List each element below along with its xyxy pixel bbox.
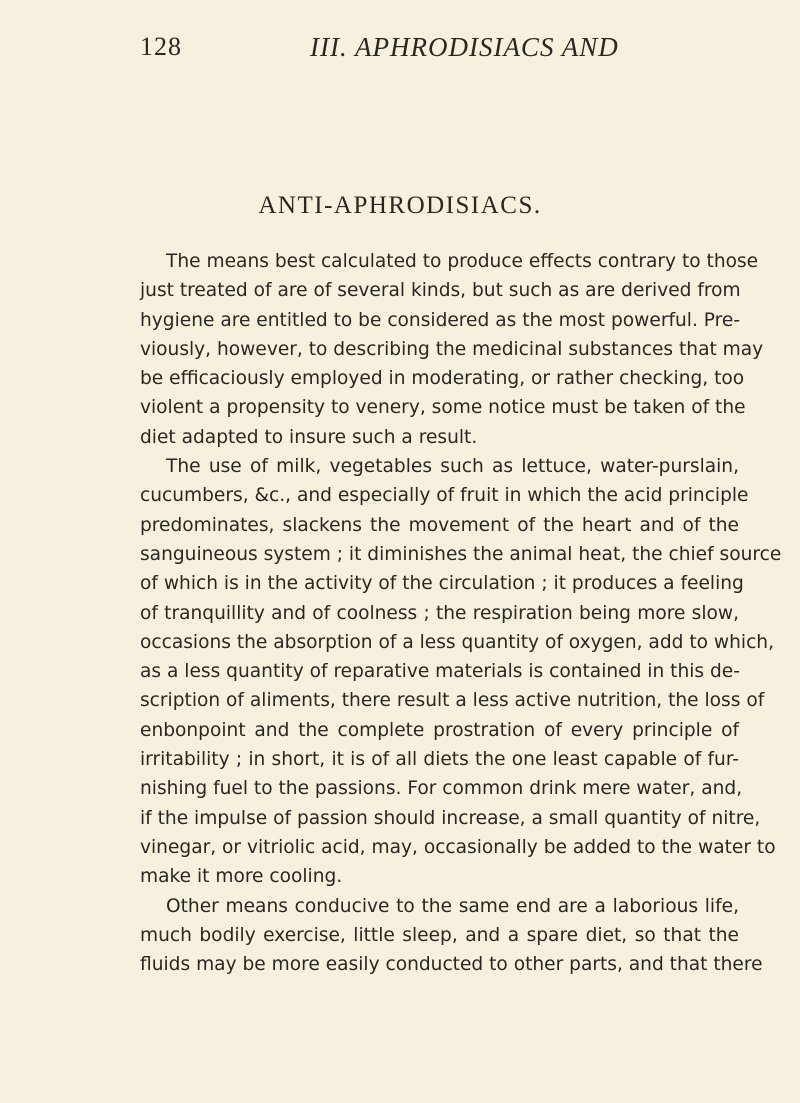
paragraph-2-line-2: cucumbers, &c., and especially of fruit in which the acid principle xyxy=(140,485,749,507)
paragraph-2-line-15: make it more cooling. xyxy=(140,866,343,888)
paragraph-1-line-1: The means best calculated to produce effects contrary to those xyxy=(166,251,759,272)
paragraph-1-line-7: diet adapted to insure such a result. xyxy=(140,426,478,448)
paragraph-2-line-14: vinegar, or vitriolic acid, may, occasionally be added to the water to xyxy=(140,836,776,858)
paragraph-1-line-3: hygiene are entitled to be considered as the most powerful. Pre- xyxy=(140,309,741,331)
paragraph-3-line-2: much bodily exercise, little sleep, and a spare diet, so that the xyxy=(140,924,739,946)
paragraph-3-line-3: fluids may be more easily conducted to other parts, and that there xyxy=(140,954,763,976)
paragraph-2-line-9: scription of aliments, there result a less active nutrition, the loss of xyxy=(140,690,765,712)
paragraph-2-line-4: sanguineous system ; it diminishes the animal heat, the chief source xyxy=(140,543,782,565)
running-head xyxy=(140,32,740,72)
page-number: 128 xyxy=(140,32,182,61)
body-text xyxy=(140,247,782,979)
chapter-title: ANTI-APHRODISIACS. xyxy=(258,192,542,219)
paragraph-2-line-1: The use of milk, vegetables such as lettuce, water-purslain, xyxy=(166,456,739,478)
paragraph-2-line-5: of which is in the activity of the circulation ; it produces a feeling xyxy=(140,573,744,595)
paragraph-2-line-10: enbonpoint and the complete prostration of every principle of xyxy=(140,719,739,741)
paragraph-1-line-6: violent a propensity to venery, some notice must be taken of the xyxy=(140,397,746,419)
paragraph-2-line-7: occasions the absorption of a less quantity of oxygen, add to which, xyxy=(140,631,774,653)
paragraph-2-line-8: as a less quantity of reparative materials is contained in this de- xyxy=(140,661,740,683)
paragraph-2-line-11: irritability ; in short, it is of all diets the one least capable of fur- xyxy=(140,749,739,771)
paragraph-3-line-1: Other means conducive to the same end are a laborious life, xyxy=(166,895,739,917)
paragraph-1-line-2: just treated of are of several kinds, but such as are derived from xyxy=(140,280,741,302)
running-title: III. APHRODISIACS AND xyxy=(310,32,619,62)
paragraph-2-line-12: nishing fuel to the passions. For common drink mere water, and, xyxy=(140,778,743,800)
paragraph-2-line-6: of tranquillity and of coolness ; the respiration being more slow, xyxy=(140,602,739,624)
paragraph-2-line-3: predominates, slackens the movement of the heart and of the xyxy=(140,514,739,536)
paragraph-1-line-4: viously, however, to describing the medicinal substances that may xyxy=(140,338,764,360)
paragraph-1-line-5: be efficaciously employed in moderating, or rather checking, too xyxy=(140,368,745,390)
paragraph-2-line-13: if the impulse of passion should increase, a small quantity of nitre, xyxy=(140,807,761,829)
